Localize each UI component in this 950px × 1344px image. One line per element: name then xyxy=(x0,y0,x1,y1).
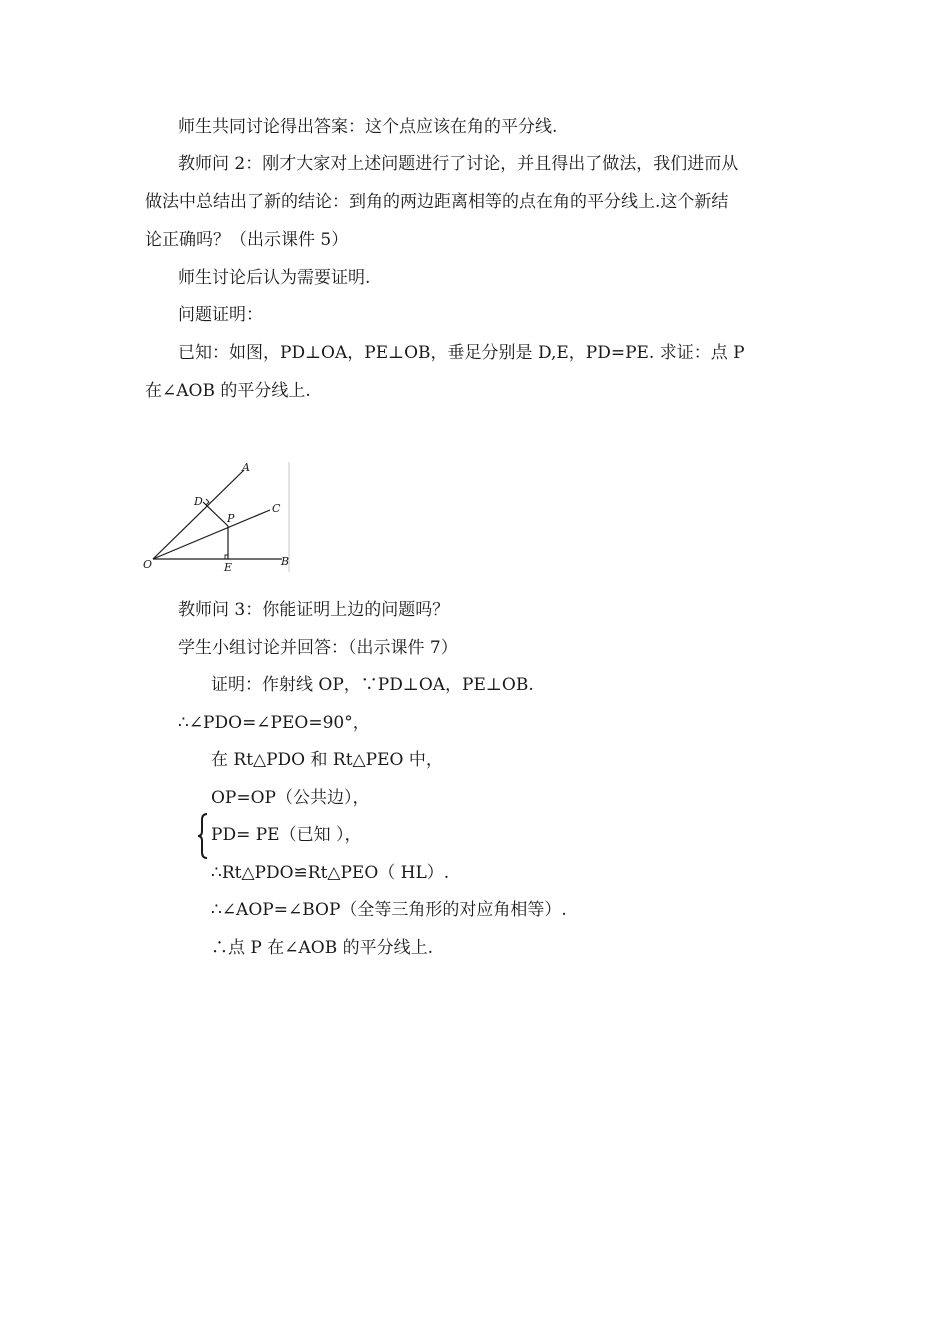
paragraph-given-line2: 在∠AOB 的平分线上. xyxy=(145,381,311,401)
label-o: O xyxy=(143,558,153,571)
paragraph-teacher-question-2-line1: 教师问 2：刚才大家对上述问题进行了讨论，并且得出了做法，我们进而从 xyxy=(178,154,739,174)
ray-oc xyxy=(153,510,270,559)
proof-line-7: ∴∠AOP=∠BOP（全等三角形的对应角相等）. xyxy=(211,900,567,920)
paragraph-problem-proof: 问题证明： xyxy=(178,305,263,325)
label-c: C xyxy=(272,502,281,515)
paragraph-need-proof: 师生讨论后认为需要证明. xyxy=(178,268,371,288)
label-p: P xyxy=(227,512,235,525)
proof-line-8: ∴点 P 在∠AOB 的平分线上. xyxy=(211,938,434,958)
paragraph-student-discussion: 学生小组讨论并回答：（出示课件 7） xyxy=(178,638,458,658)
proof-line-2: ∴∠PDO=∠PEO=90°， xyxy=(178,713,370,733)
angle-bisector-figure xyxy=(140,458,295,578)
proof-line-1: 证明：作射线 OP，∵PD⊥OA，PE⊥OB. xyxy=(211,675,534,695)
label-e: E xyxy=(224,561,233,574)
paragraph-given-line1: 已知：如图，PD⊥OA，PE⊥OB，垂足分别是 D,E，PD=PE. 求证：点 P xyxy=(178,343,745,363)
proof-line-3: 在 Rt△PDO 和 Rt△PEO 中， xyxy=(211,750,443,770)
paragraph-teacher-question-3: 教师问 3：你能证明上边的问题吗？ xyxy=(178,600,450,620)
curly-brace xyxy=(196,812,210,860)
paragraph-teacher-question-2-line2: 做法中总结出了新的结论：到角的两边距离相等的点在角的平分线上.这个新结 xyxy=(145,192,729,212)
paragraph-answer: 师生共同讨论得出答案：这个点应该在角的平分线. xyxy=(178,117,558,137)
label-a: A xyxy=(242,461,250,474)
proof-line-5: PD= PE（已知 ）， xyxy=(211,825,362,845)
label-b: B xyxy=(281,555,290,568)
label-d: D xyxy=(194,495,203,508)
paragraph-teacher-question-2-line3: 论正确吗？（出示课件 5） xyxy=(145,230,349,250)
proof-line-6: ∴Rt△PDO≌Rt△PEO（ HL）. xyxy=(211,863,450,883)
segment-pd xyxy=(203,502,228,526)
proof-line-4: OP=OP（公共边）， xyxy=(211,788,370,808)
